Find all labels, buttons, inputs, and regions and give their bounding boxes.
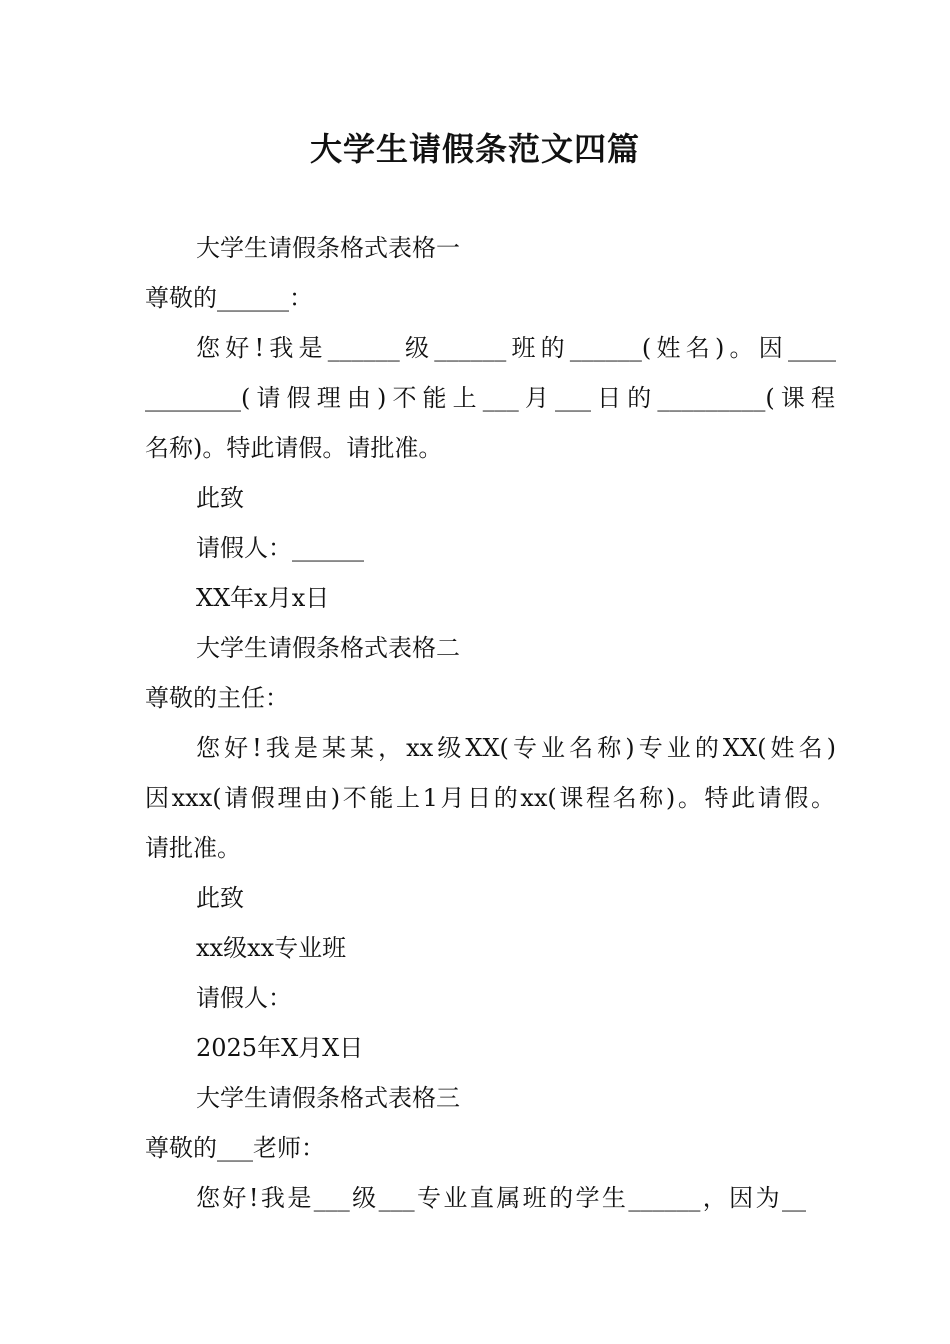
section-heading-1: 大学生请假条格式表格一 [196, 234, 460, 262]
applicant-1: 请假人：______ [196, 534, 364, 562]
salutation-3: 尊敬的___老师： [145, 1134, 325, 1162]
salutation-2: 尊敬的主任： [145, 684, 289, 712]
body-line-2c: 请批准。 [145, 834, 241, 862]
closing-1: 此致 [196, 484, 244, 512]
document-title: 大学生请假条范文四篇 [309, 130, 640, 168]
applicant-2: 请假人： [196, 984, 292, 1012]
date-2: 2025年X月X日 [196, 1034, 364, 1062]
salutation-1: 尊敬的______： [145, 284, 313, 312]
body-line-3a: 您好!我是___级___专业直属班的学生______，因为__ [196, 1184, 806, 1212]
section-heading-3: 大学生请假条格式表格三 [196, 1084, 460, 1112]
section-heading-2: 大学生请假条格式表格二 [196, 634, 460, 662]
closing-2: 此致 [196, 884, 244, 912]
body-line-1b: ________(请假理由)不能上___月___日的_________(课程 [145, 384, 835, 412]
class-info-2: xx级xx专业班 [196, 934, 347, 962]
body-line-1c: 名称)。特此请假。请批准。 [145, 434, 443, 462]
body-line-2a: 您好!我是某某，xx级XX(专业名称)专业的XX(姓名) [196, 734, 836, 762]
body-line-2b: 因xxx(请假理由)不能上1月日的xx(课程名称)。特此请假。 [145, 784, 835, 812]
date-1: XX年x月x日 [196, 584, 330, 612]
body-line-1a: 您好!我是______级______班的______(姓名)。因____ [196, 334, 836, 362]
